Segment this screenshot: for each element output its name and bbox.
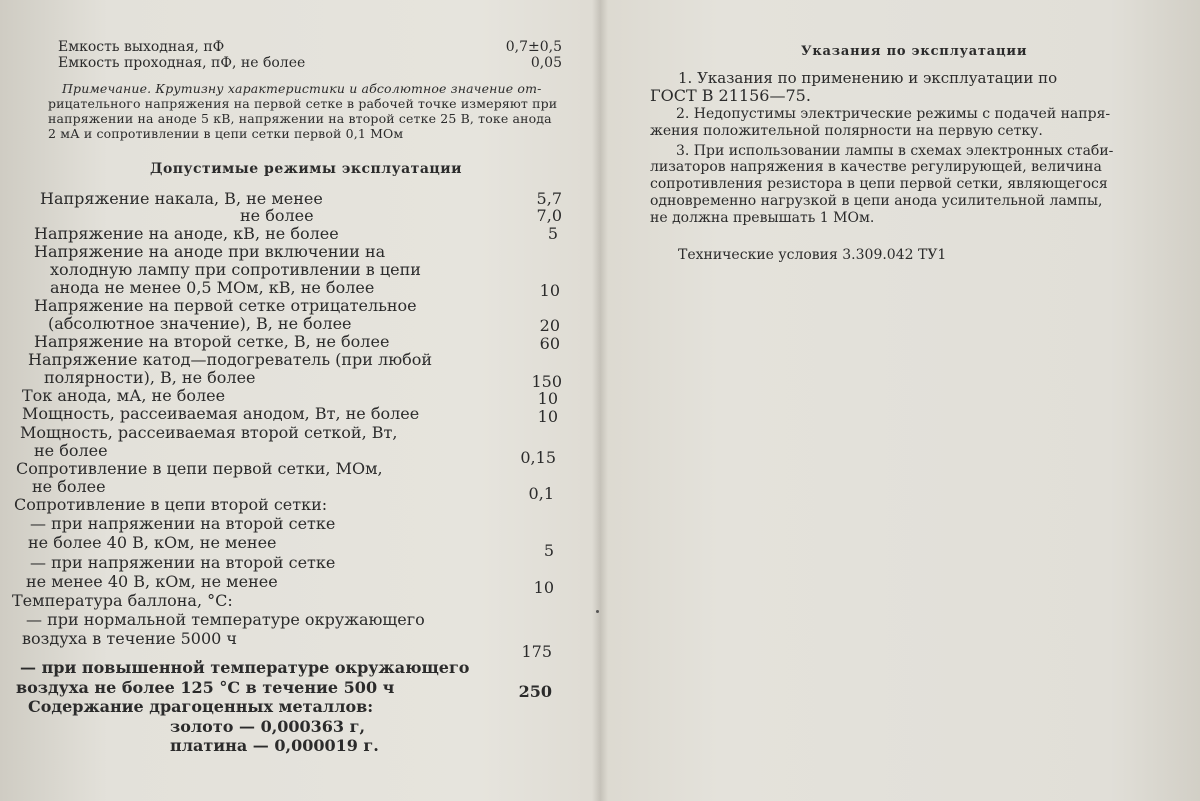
regime-value: 5 bbox=[547, 224, 558, 243]
paragraph-line: 1. Указания по применению и эксплуатации по bbox=[678, 69, 1058, 87]
regime-line: — при напряжении на второй сетке bbox=[30, 553, 336, 572]
regime-value: 5 bbox=[543, 541, 554, 560]
paragraph-line: жения положительной полярности на первую сетку. bbox=[650, 123, 1043, 139]
paragraph-line: одновременно нагрузкой в цепи анода усилительной лампы, bbox=[650, 193, 1103, 209]
regime-line: анода не менее 0,5 МОм, кВ, не более bbox=[50, 278, 375, 297]
regime-value: 0,15 bbox=[520, 448, 556, 467]
metals-title: Содержание драгоценных металлов: bbox=[28, 697, 374, 716]
metal-platinum: платина — 0,000019 г. bbox=[170, 736, 379, 755]
regime-line: не менее 40 В, кОм, не менее bbox=[26, 572, 278, 591]
regime-line: полярности), В, не более bbox=[44, 368, 256, 387]
regime-line: воздуха в течение 5000 ч bbox=[22, 629, 238, 648]
regime-line: Напряжение катод—подогреватель (при любой bbox=[28, 350, 433, 369]
regime-line: Напряжение на второй сетке, В, не более bbox=[34, 332, 390, 351]
regime-line: — при нормальной температуре окружающего bbox=[26, 610, 425, 629]
regime-value: 20 bbox=[539, 316, 560, 335]
regime-line: Сопротивление в цепи первой сетки, МОм, bbox=[16, 459, 383, 478]
regime-line: Напряжение на аноде, кВ, не более bbox=[34, 224, 339, 243]
regime-line: воздуха не более 125 °С в течение 500 ч bbox=[16, 678, 395, 697]
regime-line: не более bbox=[34, 441, 108, 460]
regime-line: не более bbox=[32, 477, 106, 496]
paragraph-line: 2. Недопустимы электрические режимы с подачей напря- bbox=[676, 106, 1111, 122]
regime-value: 7,0 bbox=[536, 206, 562, 225]
regime-value: 10 bbox=[537, 389, 558, 408]
regime-line: холодную лампу при сопротивлении в цепи bbox=[50, 260, 421, 279]
section-heading: Допустимые режимы эксплуатации bbox=[150, 161, 463, 177]
regime-line: (абсолютное значение), В, не более bbox=[48, 314, 352, 333]
regime-line: Ток анода, мА, не более bbox=[22, 386, 226, 405]
regime-value: 10 bbox=[539, 281, 560, 300]
capacity-output-value: 0,7±0,5 bbox=[505, 39, 562, 55]
note-line: рицательного напряжения на первой сетке в рабочей точке измеряют при bbox=[48, 96, 558, 111]
regime-line: Сопротивление в цепи второй сетки: bbox=[14, 495, 328, 514]
regime-line: Напряжение накала, В, не менее bbox=[40, 189, 323, 208]
regime-line: Мощность, рассеиваемая анодом, Вт, не более bbox=[22, 404, 420, 423]
regime-line: — при напряжении на второй сетке bbox=[30, 514, 336, 533]
regime-value: 175 bbox=[521, 642, 552, 661]
regime-line: Мощность, рассеиваемая второй сеткой, Вт, bbox=[20, 423, 398, 442]
regime-value: 0,1 bbox=[528, 484, 554, 503]
regime-line: Напряжение на первой сетке отрицательное bbox=[34, 296, 417, 315]
note-line: Примечание. Крутизну характеристики и абсолютное значение от- bbox=[62, 81, 542, 96]
regime-line: Температура баллона, °С: bbox=[12, 591, 233, 610]
regime-value: 150 bbox=[531, 372, 562, 391]
regime-value: 5,7 bbox=[536, 189, 562, 208]
paragraph-line: сопротивления резистора в цепи первой сетки, являющегося bbox=[650, 176, 1108, 192]
instructions-heading: Указания по эксплуатации bbox=[801, 44, 1028, 59]
right-page bbox=[600, 0, 1200, 801]
paragraph-line: 3. При использовании лампы в схемах электронных стаби- bbox=[676, 143, 1114, 159]
book-gutter bbox=[592, 0, 608, 801]
metal-gold: золото — 0,000363 г, bbox=[170, 717, 366, 736]
regime-line: не более bbox=[240, 206, 314, 225]
note-line: напряжении на аноде 5 кВ, напряжении на второй сетке 25 В, токе анода bbox=[48, 111, 552, 126]
regime-value: 60 bbox=[539, 334, 560, 353]
regime-value: 10 bbox=[537, 407, 558, 426]
paragraph-line: не должна превышать 1 МОм. bbox=[650, 210, 875, 226]
capacity-pass-label: Емкость проходная, пФ, не более bbox=[58, 55, 306, 71]
regime-value: 10 bbox=[533, 578, 554, 597]
note-line: 2 мА и сопротивлении в цепи сетки первой 0,1 МОм bbox=[48, 126, 404, 141]
regime-value: 250 bbox=[518, 682, 552, 701]
regime-line: Напряжение на аноде при включении на bbox=[34, 242, 386, 261]
tech-conditions: Технические условия 3.309.042 ТУ1 bbox=[678, 247, 947, 263]
paragraph-line: лизаторов напряжения в качестве регулирующей, величина bbox=[650, 159, 1102, 175]
regime-line: не более 40 В, кОм, не менее bbox=[28, 533, 277, 552]
capacity-pass-value: 0,05 bbox=[530, 55, 562, 71]
capacity-output-label: Емкость выходная, пФ bbox=[58, 39, 225, 55]
regime-line: — при повышенной температуре окружающего bbox=[20, 658, 470, 677]
paragraph-line: ГОСТ В 21156—75. bbox=[650, 86, 811, 105]
